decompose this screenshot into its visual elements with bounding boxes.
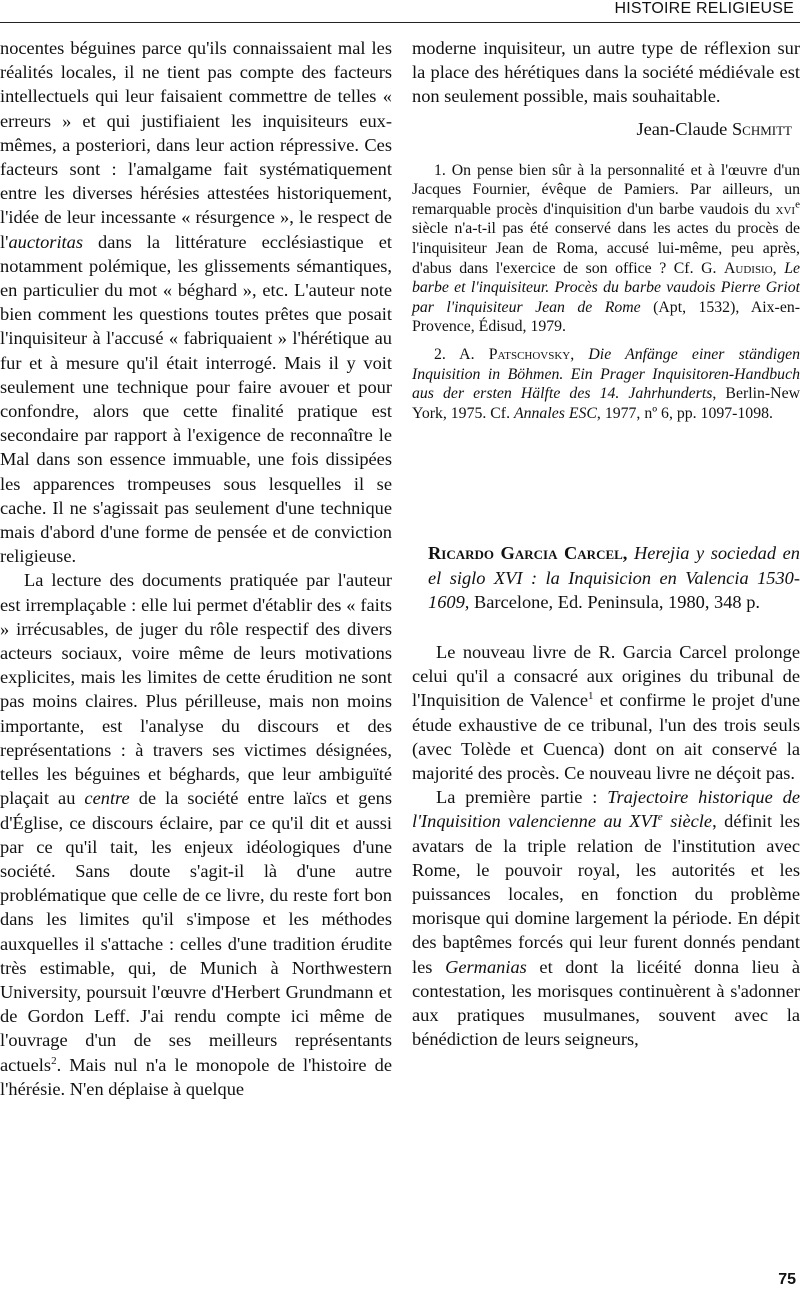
paragraph-conclusion: moderne inquisiteur, un autre type de réflexion sur la place des hérétiques dans la société médiévale est non seulement possible, mais souhaitable. bbox=[412, 38, 800, 107]
paragraph-analysis: La lecture des documents pratiquée par l'auteur est irremplaçable : elle lui permet d'établir des « faits » irrécusables, de juger du rôle respectif des divers acteurs sociaux, voire même de leurs motivations explicites, mais les limites de cette érudition ne sont pas moins claires. Plus périlleuse, mais non moins importante, est l'analyse du discours et des représentations : à travers ses victimes désignées, telles les béguines et béghards, que leur ambiguïté plaçait au centre de la société entre laïcs et gens d'Église, ce discours éclaire, par ce qu'il dit et aussi par ce qu'il tait, les enjeux idéologiques d'une société. Sans doute s'agit-il là d'une autre problématique que celle de ce livre, du reste fort bon dans les limites qu'il s'impose et les méthodes auxquelles il s'attache : celles d'une tradition érudite très estimable, qui, de Munich à Northwestern University, poursuit l'œuvre d'Herbert Grundmann et de Gordon Leff. J'ai rendu compte ici même de l'ouvrage d'un de ses meilleurs représentants actuels$^2$. Mais nul n'a le monopole de l'histoire de l'hérésie. N'en déplaise à quelque bbox=[0, 570, 392, 1099]
footnotes bbox=[412, 161, 800, 424]
running-header: HISTOIRE RELIGIEUSE bbox=[614, 0, 794, 17]
footnote-1: 1. On pense bien sûr à la personnalité et à l'œuvre d'un Jacques Fournier, évêque de Pamiers. Par ailleurs, un remarquable procès d'inquisition d'un barbe vaudois du xvi$^e$ siècle n'a-t-il pas été conservé dans les actes du procès de l'inquisiteur Jean de Roma, accusé lui-même, peu après, d'abus dans l'exercice de son office ? Cf. G. Audisio, Le barbe et l'inquisiteur. Procès du barbe vaudois Pierre Griot par l'inquisiteur Jean de Rome (Apt, 1532), Aix-en-Provence, Édisud, 1979. bbox=[412, 161, 800, 336]
footnote-2: 2. A. Patschovsky, Die Anfänge einer ständigen Inquisition in Böhmen. Ein Prager Inquisitoren-Handbuch aus der ersten Hälfte des 14. Jahrhunderts, Berlin-New York, 1975. Cf. Annales ESC, 1977, nº 6, pp. 1097-1098. bbox=[412, 345, 800, 422]
page-number: 75 bbox=[778, 1271, 796, 1288]
review-paragraph-1: Le nouveau livre de R. Garcia Carcel prolonge celui qu'il a consacré aux origines du tribunal de l'Inquisition de Valence$^1$ et confirme le projet d'une étude exhaustive de ce tribunal, l'un des trois seuls (avec Tolède et Cuenca) dont on ait conservé la majorité des procès. Ce nouveau livre ne déçoit pas. bbox=[412, 641, 800, 783]
review-body bbox=[412, 640, 800, 1051]
review-heading bbox=[412, 541, 800, 614]
review-title: Herejia y sociedad en el siglo XVI : la Inquisicion en Valencia 1530-1609, bbox=[428, 543, 800, 612]
review-paragraph-2: La première partie : Trajectoire historique de l'Inquisition valencienne au XVIe siècle, définit les avatars de la triple relation de l'institution avec Rome, le pouvoir royal, les autorités et les puissances locales, en fonction du problème morisque qui domine largement la période. En dépit des baptêmes forcés qui leur furent donnés pendant les Germanias et dont la licéité donna lieu à contestation, les morisques continuèrent à s'adonner aux pratiques musulmanes, souvent avec la bénédiction de leurs seigneurs, bbox=[412, 787, 800, 1050]
paragraph-continued: nocentes béguines parce qu'ils connaissaient mal les réalités locales, il ne tient pas compte des facteurs intellectuels qui leur faisaient commettre de telles « erreurs » et qui justifiaient les inquisiteurs eux-mêmes, a posteriori, dans leur action répressive. Ces facteurs sont : l'amalgame fait systématiquement entre les diverses hérésies attestées historiquement, l'idée de leur incessante « résurgence », le respect de l'auctoritas dans la littérature ecclésiastique et notamment polémique, les glissements sémantiques, en particulier du mot « béghard », etc. L'auteur note bien comment les questions toutes prêtes que posait l'inquisiteur à l'accusé « fabriquaient » l'hérétique au fur et à mesure qu'il était interrogé. Mais il y voit seulement une technique pour faire avouer et pour confondre, alors que cette finalité pratique est secondaire par rapport à l'exigence de reconnaître le Mal dans son essence immuable, une fois dissipées les apparences trompeuses sous lesquelles il se cache. Il ne s'agissait pas seulement d'une technique mais d'abord d'une forme de pensée et de conviction religieuse. bbox=[0, 38, 392, 567]
review-publication: Barcelone, Ed. Peninsula, 1980, 348 p. bbox=[469, 591, 761, 612]
left-column bbox=[0, 36, 392, 1101]
header-rule bbox=[0, 22, 800, 23]
review-signature: Jean-Claude Schmitt bbox=[636, 118, 792, 139]
review-author: Ricardo Garcia Carcel, bbox=[428, 543, 628, 564]
right-column bbox=[412, 36, 800, 1051]
